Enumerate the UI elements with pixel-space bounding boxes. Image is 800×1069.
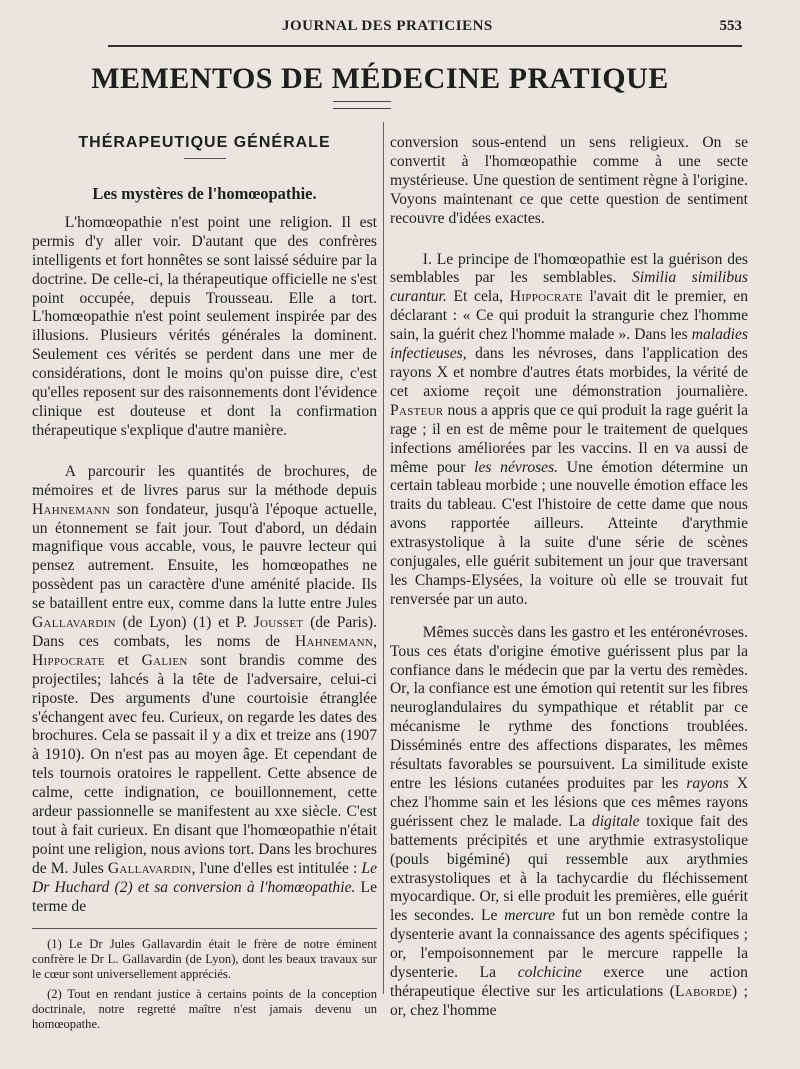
footnote-2: (2) Tout en rendant justice à certains points de la conception doctrinale, notre regretté maître n'est jamais devenu un homœopathe. <box>32 986 377 1031</box>
person-name: Hahnemann <box>294 632 374 650</box>
page-number: 553 <box>719 18 742 34</box>
person-name: Gallavardin <box>107 859 192 877</box>
paragraph: I. Le principe de l'homœopathie est la guérison des semblables par les semblables. Similia similibus curantur. Et cela, Hippocrate l'avait dit le premier, en déclarant : « Ce qui produit la strangurie chez l'homme sain, la guérit chez l'homme malade ». Dans les maladies infectieuses, dans les névroses, dans l'application des rayons X et nombre d'autres états morbides, la vérité de cet axiome reçoit une démonstration journalière. Pasteur nous a appris que ce qui produit la rage guérit la rage ; il en est de même pour le traitement de quelques infections améliorées par les vaccins. Il en va aussi de même pour les névroses. Une émotion détermine un certain tableau morbide ; une nouvelle émotion efface les traits du tableau. C'est l'histoire de cette dame que nous avons rapportée ailleurs. Atteinte d'arythmie extrasystolique à la suite d'une série de scènes conjugales, elle guérit subitement un jour que traversant les Champs-Elysées, la voiture où elle se trouvait fut renversée par un auto. <box>390 250 748 608</box>
paragraph: conversion sous-entend un sens religieux. On se convertit à l'homœopathie comme à une secte mystérieuse. Une question de sentiment règne à l'origine. Voyons maintenant ce que cette question de sentiment recouvre d'idées exactes. <box>390 134 748 227</box>
right-column <box>390 134 748 1021</box>
person-name: Jousset <box>253 614 304 632</box>
person-name: Hahnemann <box>32 500 111 518</box>
person-name: Laborde <box>675 982 732 1000</box>
person-name: Galien <box>141 651 188 669</box>
paragraph: L'homœopathie n'est point une religion. Il est permis d'y aller voir. D'autant que des confrères intelligents et fort honnêtes se sont laissé séduire par la doctrine. De celle-ci, la thérapeutique officielle ne s'est point occupée, depuis Trousseau. Elle a tort. L'homœopathie n'est point seulement inspirée par des illusions. Plusieurs vérités générales la dominent. Seulement ces vérités se perdent dans une mer de considérations, dont le moins qu'on puisse dire, c'est qu'elles reposent sur des raisonnements dont l'évidence clinique est douteuse et dont la confirmation thérapeutique s'explique d'autre manière. <box>32 213 377 439</box>
footnote-rule <box>32 928 377 929</box>
rubric-heading: THÉRAPEUTIQUE GÉNÉRALE <box>78 134 331 151</box>
journal-name: JOURNAL DES PRATICIENS <box>282 18 493 34</box>
article-title: Les mystères de l'homœopathie. <box>92 184 317 203</box>
paragraph: A parcourir les quantités de brochures, de mémoires et de livres parus sur la méthode depuis Hahnemann son fondateur, jusqu'à l'époque actuelle, un étonnement se fait jour. Tout d'abord, un dédain magnifique vous accable, vous, le pauvre lecteur qui pensez autrement. Ensuite, les homœopathes ne possèdent pas un caractère d'une aménité placide. Ils se bataillent entre eux, comme dans la lutte entre Jules Gallavardin (de Lyon) (1) et P. Jousset (de Paris). Dans ces combats, les noms de Hahnemann, Hippocrate et Galien sont brandis comme des projectiles; lahcés à la tête de l'adversaire, celui-ci riposte. Des arguments d'une courtoisie étranglée s'échangent avec feu. Curieux, on regarde les dates des brochures. Cela se passait il y a dix et treize ans (1907 à 1910). On n'est pas au moyen âge. Et cependant de tels tournois oratoires le rappellent. Cette absence de calme, cette indignation, ce bouillonnement, cette ardeur passionnelle se manifestent au xxe siècle. C'est tout à fait curieux. En disant que l'homœopathie n'était point une religion, nous avions tort. Dans les brochures de M. Jules Gallavardin, l'une d'elles est intitulée : Le Dr Huchard (2) et sa conversion à l'homœopathie. Le terme de <box>32 462 377 915</box>
footnote-1: (1) Le Dr Jules Gallavardin était le frère de notre éminent confrère le Dr L. Gallavardin (de Lyon), dont les beaux travaux sur le cœur sont universellement appréciés. <box>32 936 377 981</box>
section-title: MEMENTOS DE MÉDECINE PRATIQUE <box>91 62 669 95</box>
title-ornament <box>333 101 391 109</box>
paragraph: Mêmes succès dans les gastro et les entéronévroses. Tous ces états d'origine émotive guérissent plus par la confiance dans le médecin que par la vertu des remèdes. Or, la confiance est une émotion qui retentit sur les fibres neuroglandulaires du sympathique et rétablit par ce mécanisme le rythme des fonctions troublées. Disséminés entre des affections disparates, les mêmes résultats favorables se poursuivent. La similitude existe entre les lésions cutanées produites par les rayons X chez l'homme sain et les lésions que ces mêmes rayons guérissent chez le malade. La digitale toxique fait des battements précipités et une arythmie extrasystolique (pouls bigéminé) qui ressemble aux arythmies extrasystoliques et à la tachycardie du fléchissement myocardique. Or, si elle produit les premières, elle guérit les secondes. Le mercure fut un bon remède contre la dysenterie avant la connaissance des agents spécifiques ; or, l'empoisonnement par le mercure rappelle la dysenterie. La colchicine exerce une action thérapeutique élective sur les articulations (Laborde) ; or, chez l'homme <box>390 623 748 1019</box>
brochure-title: Le Dr Huchard (2) et sa conversion à l'homœopathie. <box>32 859 377 896</box>
header-rule <box>108 45 742 47</box>
person-name: Pasteur <box>390 401 444 419</box>
person-name: Gallavardin <box>32 614 116 632</box>
person-name: Hippocrate <box>32 651 105 669</box>
person-name: Hippocrate <box>509 288 583 306</box>
column-divider <box>383 122 384 994</box>
running-head <box>60 18 740 40</box>
rubric-ornament <box>184 158 226 165</box>
left-column <box>32 134 377 1032</box>
